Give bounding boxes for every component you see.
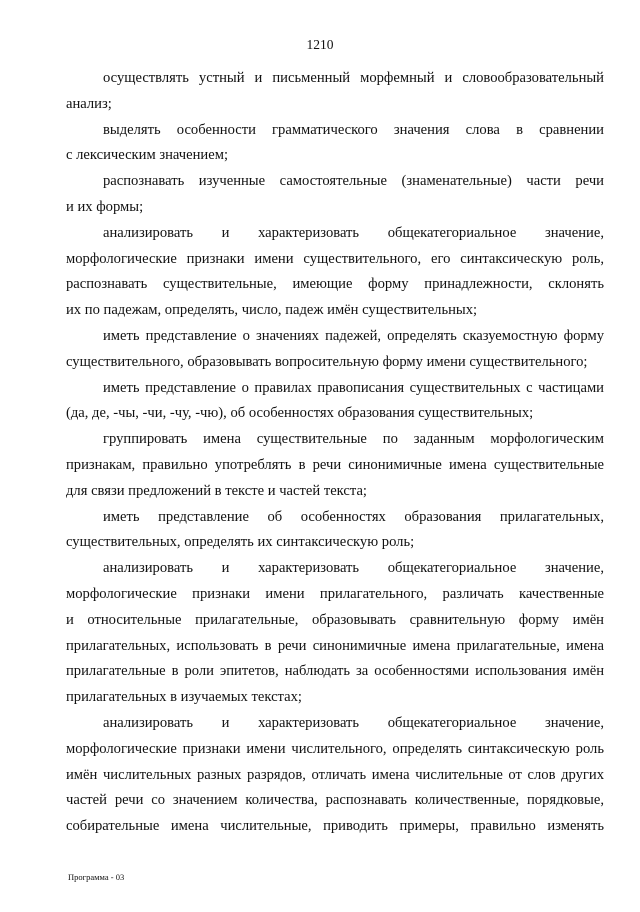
paragraph-line: иметь представление об особенностях образования прилагательных, — [103, 508, 604, 525]
paragraph-line: выделять особенности грамматического значения слова в сравнении — [103, 121, 604, 138]
paragraph — [66, 505, 604, 557]
paragraph — [66, 169, 604, 221]
paragraph-line: распознавать изученные самостоятельные (знаменательные) части речи — [103, 173, 604, 190]
paragraph-line: осуществлять устный и письменный морфемный и словообразовательный — [103, 70, 604, 86]
paragraph-line: прилагательные в роли эпитетов, наблюдать за особенностями использования имён — [66, 663, 604, 680]
paragraph-line: распознавать существительные, имеющие форму принадлежности, склонять — [66, 276, 604, 293]
paragraph-line: прилагательных, использовать в речи синонимичные имена прилагательные, имена — [66, 637, 604, 654]
paragraph-line: и их формы; — [66, 198, 144, 215]
paragraph-line: их по падежам, определять, число, падеж имён существительных; — [66, 302, 478, 319]
paragraph — [66, 66, 604, 118]
paragraph-line: иметь представление о значениях падежей, определять сказуемостную форму — [103, 327, 604, 344]
paragraph-line: собирательные имена числительные, приводить примеры, правильно изменять — [66, 818, 604, 835]
page-number: 1210 — [306, 37, 334, 52]
paragraph — [66, 556, 604, 711]
paragraph-line: имён числительных разных разрядов, отличать имена числительные от слов других — [66, 766, 604, 783]
paragraph-line: прилагательных в изучаемых текстах; — [66, 689, 302, 706]
paragraph-line: (да, де, -чы, -чи, -чу, -чю), об особенностях образования существительных; — [66, 405, 534, 422]
paragraph-line: анализ; — [66, 95, 112, 112]
paragraph-line: анализировать и характеризовать общекатегориальное значение, — [103, 714, 604, 731]
paragraph-line: с лексическим значением; — [66, 147, 229, 164]
paragraph — [66, 711, 604, 840]
document-body — [66, 66, 604, 840]
paragraph-line: существительного, образовывать вопросительную форму имени существительного; — [66, 353, 588, 370]
paragraph-line: морфологические признаки имени прилагательного, различать качественные — [66, 585, 604, 602]
paragraph — [66, 221, 604, 324]
paragraph-line: для связи предложений в тексте и частей текста; — [66, 482, 367, 499]
paragraph — [66, 118, 604, 170]
footer-label: Программа - 03 — [68, 872, 125, 882]
paragraph-line: группировать имена существительные по заданным морфологическим — [103, 431, 604, 448]
paragraph-line: анализировать и характеризовать общекатегориальное значение, — [103, 560, 604, 577]
paragraph — [66, 376, 604, 428]
paragraph-line: и относительные прилагательные, образовывать сравнительную форму имён — [66, 611, 604, 628]
paragraph — [66, 427, 604, 504]
paragraph-line: морфологические признаки имени числительного, определять синтаксическую роль — [66, 740, 604, 757]
paragraph-line: признакам, правильно употреблять в речи синонимичные имена существительные — [66, 456, 604, 473]
paragraph — [66, 324, 604, 376]
paragraph-line: анализировать и характеризовать общекатегориальное значение, — [103, 224, 604, 241]
paragraph-line: иметь представление о правилах правописания существительных с частицами — [103, 379, 604, 396]
paragraph-line: частей речи со значением количества, распознавать количественные, порядковые, — [66, 792, 604, 809]
paragraph-line: морфологические признаки имени существительного, его синтаксическую роль, — [66, 250, 604, 267]
paragraph-line: существительных, определять их синтаксическую роль; — [66, 534, 415, 551]
